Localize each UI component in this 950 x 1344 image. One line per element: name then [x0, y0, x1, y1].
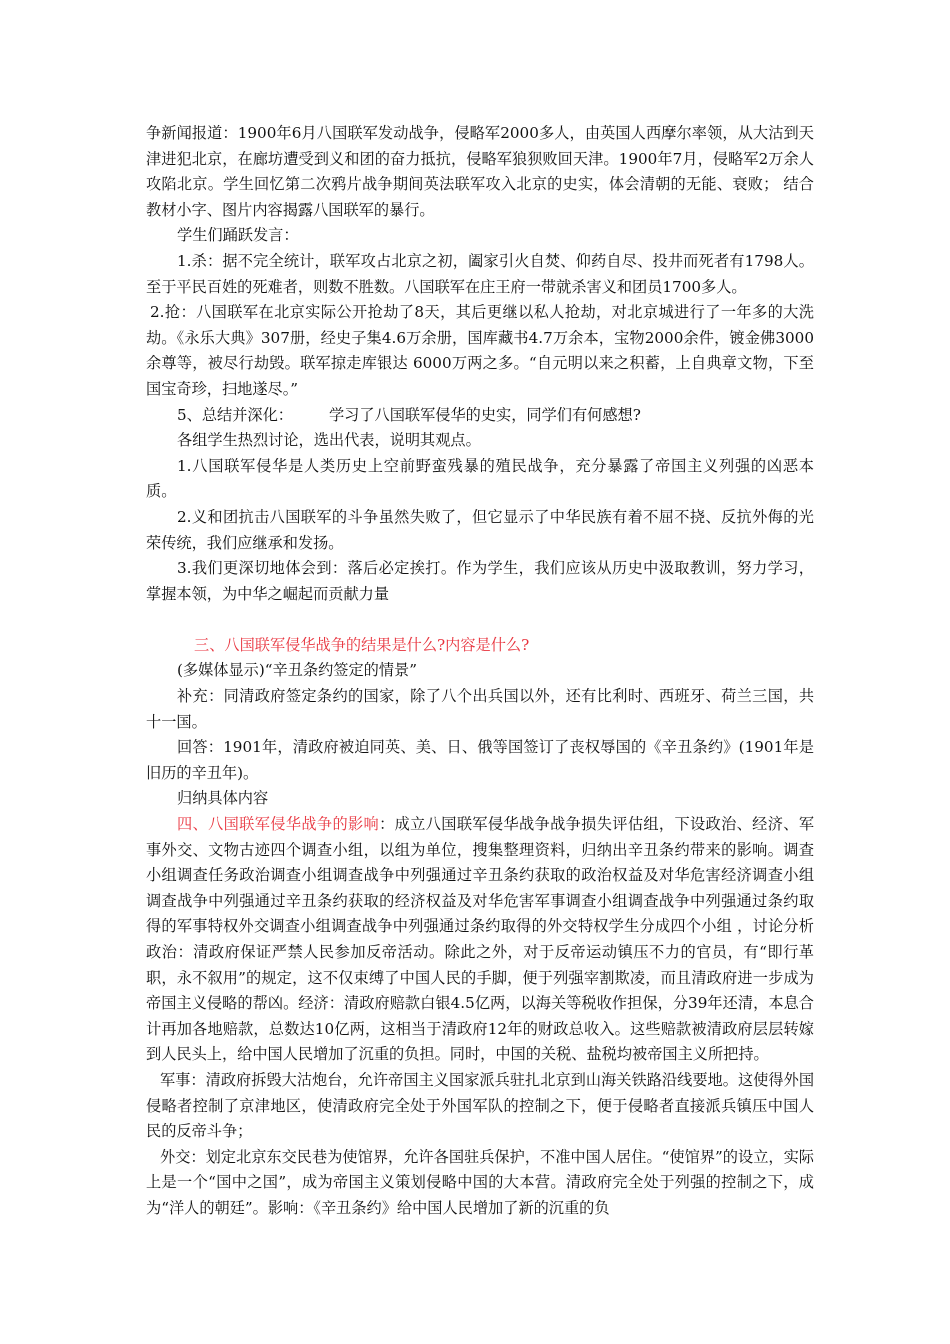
paragraph-view-1: 1.八国联军侵华是人类历史上空前野蛮残暴的殖民战争，充分暴露了帝国主义列强的凶恶本质。	[146, 456, 814, 501]
document-body	[146, 121, 814, 1222]
paragraph-summarize: 归纳具体内容	[177, 789, 269, 808]
influence-body: ：成立八国联军侵华战争战争损失评估组，下设政治、经济、军事外交、文物古迹四个调查小组，以组为单位，搜集整理资料，归纳出辛丑条约带来的影响。调查小组调查任务政治调查小组调查战争中列强通过辛丑条约获取的政治权益及对华危害经济调查小组调查战争中列强通过辛丑条约获取的经济权益及对华危害军事调查小组调查战争中列强通过条约取得的军事特权外交调查小组调查战争中列强通过条约取得的外交特权学生分成四个小组 ，讨论分析政治：清政府保证严禁人民参加反帝活动。除此之外，对于反帝运动镇压不力的官员，有“即行革职，永不叙用”的规定，这不仅束缚了中国人民的手脚，便于列强宰割欺凌，而且清政府进一步成为帝国主义侵略的帮凶。经济：清政府赔款白银4.5亿两，以海关等税收作担保，分39年还清，本息合计再加各地赔款，总数达10亿两，这相当于清政府12年的财政总收入。这些赔款被清政府层层转嫁到人民头上，给中国人民增加了沉重的负担。同时，中国的关税、盐税均被帝国主义所把持。	[146, 815, 815, 1064]
paragraph-group-discussion: 各组学生热烈讨论，选出代表，说明其观点。	[177, 431, 481, 450]
blank-line	[146, 607, 814, 633]
paragraph-supplement: 补充：同清政府签定条约的国家，除了八个出兵国以外，还有比利时、西班牙、荷兰三国，共十一国。	[146, 687, 814, 731]
paragraph-influence	[146, 812, 814, 1068]
paragraph-news-report: 争新闻报道：1900年6月八国联军发动战争，侵略军2000多人，由英国人西摩尔率领，从大沽到天津进犯北京，在廊坊遭受到义和团的奋力抵抗，侵略军狼狈败回天津。1900年7月，侵略军2万余人攻陷北京。学生回忆第二次鸦片战争期间英法联军攻入北京的史实，体会清朝的无能、衰败； 结合教材小字、图片内容揭露八国联军的暴行。	[146, 124, 814, 219]
paragraph-students-speak: 学生们踊跃发言：	[177, 226, 299, 245]
paragraph-view-2: 2.义和团抗击八国联军的斗争虽然失败了，但它显示了中华民族有着不屈不挠、反抗外侮的光荣传统，我们应继承和发扬。	[146, 507, 814, 552]
paragraph-summary	[146, 403, 814, 429]
section-heading-4: 四、八国联军侵华战争的影响	[177, 815, 380, 834]
summary-question: 学习了八国联军侵华的史实，同学们有何感想?	[328, 405, 641, 424]
paragraph-killing: 1.杀：据不完全统计，联军攻占北京之初，阖家引火自焚、仰药自尽、投井而死者有1798人。至于平民百姓的死难者，则数不胜数。八国联军在庄王府一带就杀害义和团员1700多人。	[146, 251, 814, 296]
paragraph-view-3: 3.我们更深切地体会到：落后必定挨打。作为学生，我们应该从历史中汲取教训，努力学习，掌握本领，为中华之崛起而贡献力量	[146, 559, 814, 603]
summary-label: 5、总结并深化：	[177, 405, 293, 424]
paragraph-multimedia: (多媒体显示)“辛丑条约签定的情景”	[177, 661, 418, 680]
section-heading-3: 三、八国联军侵华战争的结果是什么?内容是什么?	[194, 635, 530, 654]
paragraph-diplomacy: 外交：划定北京东交民巷为使馆界，允许各国驻兵保护，不准中国人居住。“使馆界”的设立，实际上是一个“国中之国”，成为帝国主义策划侵略中国的大本营。清政府完全处于列强的控制之下，成为“洋人的朝廷”。影响：《辛丑条约》给中国人民增加了新的沉重的负	[146, 1147, 814, 1217]
paragraph-answer: 回答：1901年，清政府被迫同英、美、日、俄等国签订了丧权辱国的《辛丑条约》(1901年是旧历的辛丑年)。	[146, 738, 814, 782]
paragraph-looting: 2.抢：八国联军在北京实际公开抢劫了8天，其后更继以私人抢劫，对北京城进行了一年多的大洗劫。《永乐大典》307册，经史子集4.6万余册，国库藏书4.7万余本，宝物2000余件，镀金佛3000余尊等，被尽行劫毁。联军掠走库银达 6000万两之多。“自元明以来之积蓄，上自典章文物，下至国宝奇珍，扫地遂尽。”	[146, 303, 814, 398]
paragraph-military: 军事：清政府拆毁大沽炮台，允许帝国主义国家派兵驻扎北京到山海关铁路沿线要地。这使得外国侵略者控制了京津地区，使清政府完全处于外国军队的控制之下，便于侵略者直接派兵镇压中国人民的反帝斗争；	[146, 1070, 814, 1141]
